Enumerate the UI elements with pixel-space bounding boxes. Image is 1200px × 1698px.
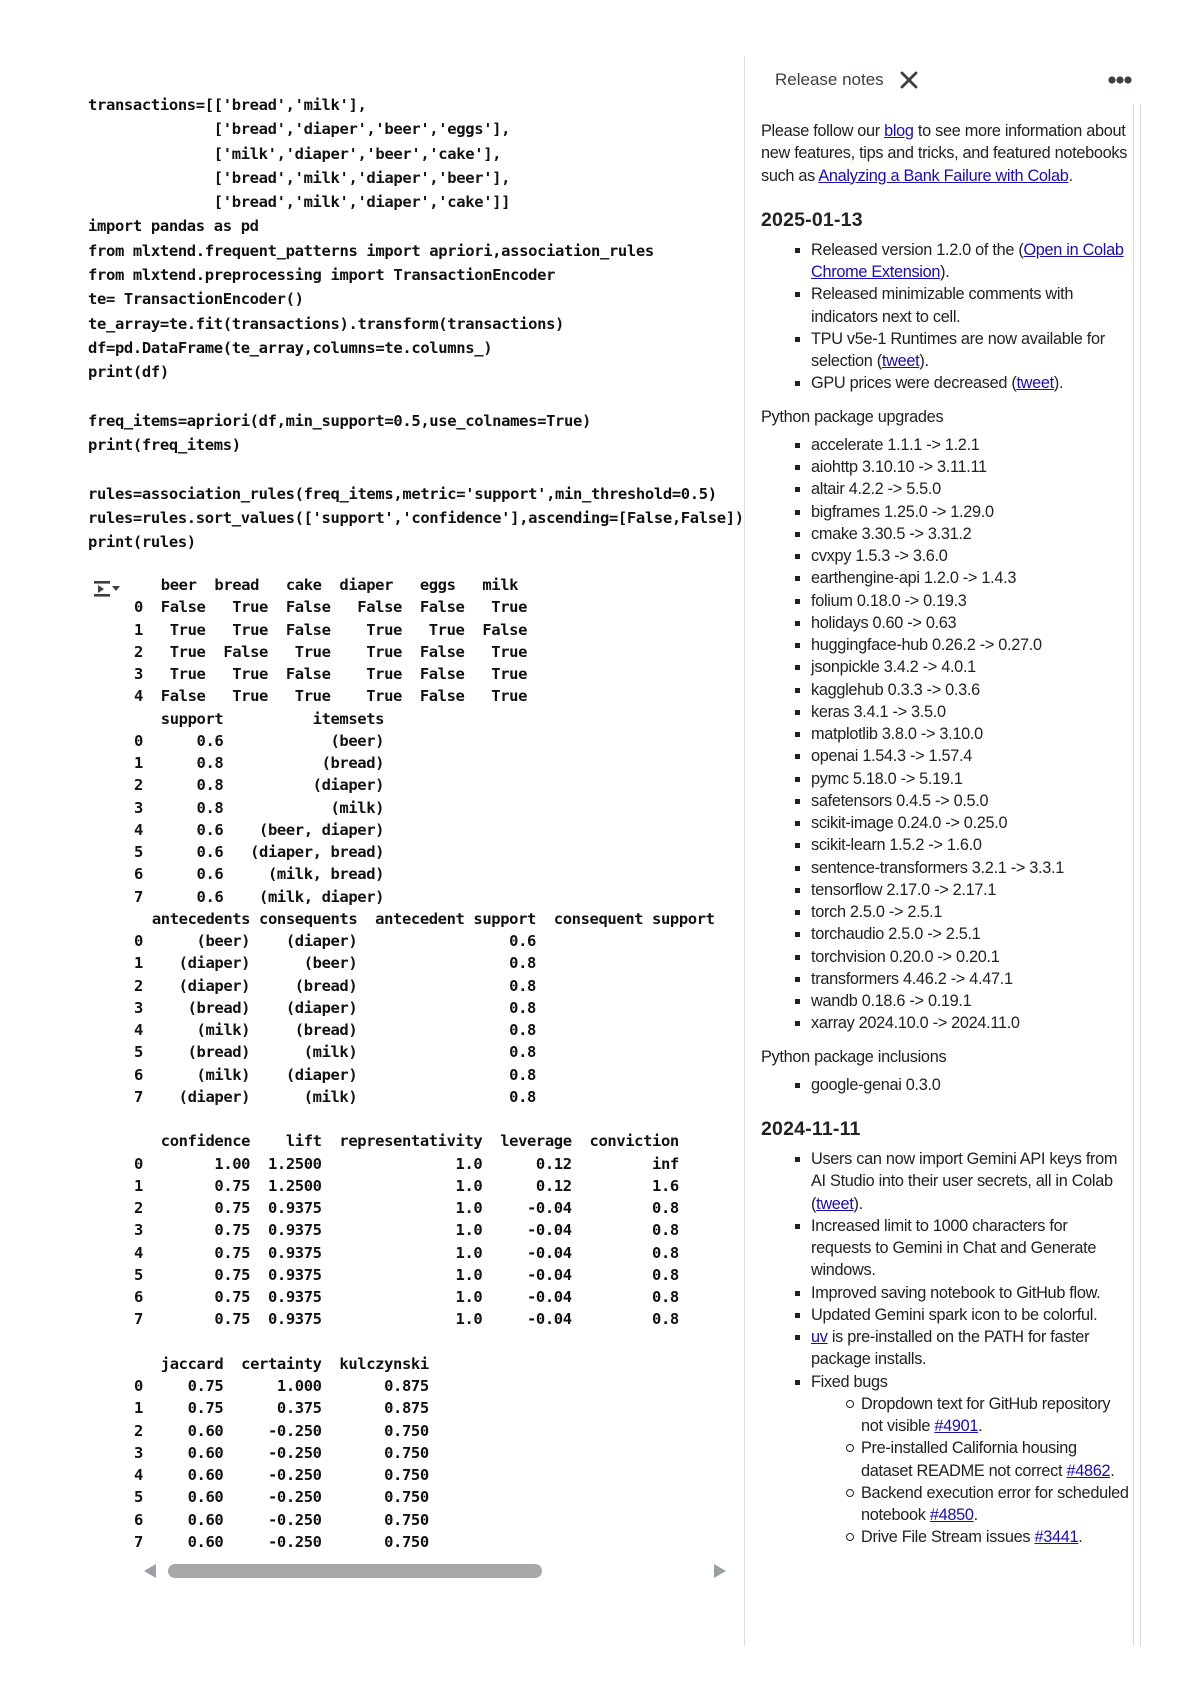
bullet-text: is pre-installed on the PATH for faster package installs. (811, 1328, 1090, 1369)
code-line (88, 457, 744, 481)
issue-link[interactable]: #4901 (934, 1417, 979, 1435)
bank-failure-link[interactable]: Analyzing a Bank Failure with Colab (818, 166, 1069, 185)
package-item: google-genai 0.3.0 (811, 1074, 1131, 1096)
bullet-text: Released version 1.2.0 of the ( (811, 240, 1024, 259)
code-line (88, 385, 744, 409)
intro-text: Please follow our (761, 122, 885, 140)
output-line: 3 0.75 0.9375 1.0 -0.04 0.8 (134, 1221, 679, 1240)
code-line: df=pd.DataFrame(te_array,columns=te.columns_) (88, 338, 493, 357)
output-line: 6 0.60 -0.250 0.750 (134, 1510, 429, 1529)
panel-header (745, 56, 1145, 104)
code-line: import pandas as pd (88, 217, 259, 236)
tweet-link[interactable]: tweet (1016, 374, 1054, 393)
release-bullet (811, 372, 1131, 394)
bug-fix-item (861, 1393, 1131, 1438)
panel-title: Release notes (775, 70, 884, 89)
bullet-text: ). (940, 263, 950, 281)
package-inclusions-list (811, 1074, 1131, 1096)
output-line: 0 1.00 1.2500 1.0 0.12 inf (134, 1154, 679, 1173)
output-line: 0 0.6 (beer) (134, 731, 385, 750)
package-item: openai 1.54.3 -> 1.57.4 (811, 745, 1131, 767)
package-item: transformers 4.46.2 -> 4.47.1 (811, 968, 1131, 990)
package-item: holidays 0.60 -> 0.63 (811, 612, 1131, 634)
output-line: 5 0.6 (diaper, bread) (134, 843, 385, 861)
release-bullet: Released minimizable comments with indicators next to cell. (811, 283, 1131, 328)
bullet-text: Pre-installed California housing dataset README not correct (861, 1439, 1077, 1480)
code-line: ['bread','milk','diaper','cake']] (88, 193, 511, 212)
code-cell[interactable] (88, 93, 744, 555)
package-item: aiohttp 3.10.10 -> 3.11.11 (811, 456, 1131, 478)
intro-paragraph (761, 120, 1131, 187)
output-line: 6 0.6 (milk, bread) (134, 865, 385, 884)
output-line: 4 0.75 0.9375 1.0 -0.04 0.8 (134, 1243, 679, 1262)
output-line: 3 (bread) (diaper) 0.8 (134, 998, 536, 1017)
scroll-right-arrow-icon[interactable] (714, 1564, 726, 1578)
release-bullet (811, 1148, 1131, 1215)
output-line (134, 1108, 744, 1130)
package-item: wandb 0.18.6 -> 0.19.1 (811, 990, 1131, 1012)
output-line: 4 (milk) (bread) 0.8 (134, 1021, 536, 1039)
output-line (134, 1331, 744, 1353)
output-line: 3 True True False True False True (134, 665, 527, 683)
release-bullet (811, 328, 1131, 373)
release-bullet: Improved saving notebook to GitHub flow. (811, 1282, 1131, 1304)
output-line: 2 (diaper) (bread) 0.8 (134, 976, 536, 995)
code-line: ['bread','milk','diaper','beer'], (88, 168, 511, 187)
package-item: kagglehub 0.3.3 -> 0.3.6 (811, 679, 1131, 701)
release-bullet: Increased limit to 1000 characters for requests to Gemini in Chat and Generate windows. (811, 1215, 1131, 1282)
intro-end: . (1068, 166, 1073, 185)
package-item: keras 3.4.1 -> 3.5.0 (811, 701, 1131, 723)
output-line: 6 0.75 0.9375 1.0 -0.04 0.8 (134, 1288, 679, 1306)
output-line: 5 0.75 0.9375 1.0 -0.04 0.8 (134, 1265, 679, 1284)
code-line: print(freq_items) (88, 436, 241, 455)
code-line: te_array=te.fit(transactions).transform(transactions) (88, 314, 565, 333)
package-item: scikit-learn 1.5.2 -> 1.6.0 (811, 834, 1131, 856)
bullet-text: GPU prices were decreased ( (811, 374, 1017, 393)
output-line: 7 0.6 (milk, diaper) (134, 887, 385, 906)
bug-fix-item (861, 1526, 1131, 1548)
code-line: from mlxtend.preprocessing import TransactionEncoder (88, 266, 556, 285)
package-item: pymc 5.18.0 -> 5.19.1 (811, 768, 1131, 790)
bullet-text: . (973, 1506, 978, 1524)
bullet-text: Users can now import Gemini API keys from AI Studio into their user secrets, all in Colab ( (811, 1150, 1118, 1213)
chrome-extension-link[interactable]: Open in Colab Chrome Extension (811, 240, 1124, 281)
bullet-text: . (1078, 1528, 1083, 1547)
bullet-text: Backend execution error for scheduled notebook (861, 1483, 1129, 1524)
code-line: print(rules) (88, 533, 196, 552)
output-line: support itemsets (134, 709, 385, 728)
release-bullet (811, 239, 1131, 284)
output-line: 3 0.60 -0.250 0.750 (134, 1443, 429, 1462)
output-line: 1 (diaper) (beer) 0.8 (134, 954, 536, 973)
inclusions-label: Python package inclusions (761, 1047, 947, 1066)
package-item: torch 2.5.0 -> 2.5.1 (811, 901, 1131, 923)
bullet-text: ). (1053, 374, 1064, 393)
output-line: jaccard certainty kulczynski (134, 1354, 429, 1373)
output-line: 1 0.8 (bread) (134, 754, 385, 772)
code-line: te= TransactionEncoder() (88, 290, 304, 309)
uv-link[interactable]: uv (811, 1328, 828, 1346)
issue-link[interactable]: #4862 (1066, 1461, 1111, 1480)
panel-scrollbar[interactable] (1133, 104, 1141, 1646)
output-line: 2 0.75 0.9375 1.0 -0.04 0.8 (134, 1199, 679, 1217)
scrollbar-thumb[interactable] (168, 1564, 542, 1578)
output-line: 4 0.6 (beer, diaper) (134, 820, 385, 839)
output-line: 7 0.75 0.9375 1.0 -0.04 0.8 (134, 1310, 679, 1329)
bullet-text: ). (919, 352, 929, 370)
package-item: torchaudio 2.5.0 -> 2.5.1 (811, 923, 1131, 945)
bullet-text: TPU v5e-1 Runtimes are now available for selection ( (811, 329, 1105, 370)
output-line: beer bread cake diaper eggs milk (134, 576, 519, 594)
package-item: matplotlib 3.8.0 -> 3.10.0 (811, 723, 1131, 745)
intro-text-2: to see more information about new features, tips and tricks, and featured notebooks such as (761, 122, 1128, 185)
upgrades-label: Python package upgrades (761, 407, 944, 426)
output-horizontal-scrollbar[interactable] (140, 1560, 730, 1582)
output-toggle-icon[interactable] (92, 578, 122, 600)
close-icon[interactable] (897, 68, 921, 92)
package-item: earthengine-api 1.2.0 -> 1.4.3 (811, 567, 1131, 589)
bullet-text: Fixed bugs (811, 1372, 888, 1391)
output-line: 2 0.8 (diaper) (134, 776, 385, 795)
code-line: freq_items=apriori(df,min_support=0.5,use_colnames=True) (88, 411, 591, 430)
package-item: scikit-image 0.24.0 -> 0.25.0 (811, 812, 1131, 834)
output-line: confidence lift representativity leverage conviction (134, 1132, 679, 1151)
release-notes-panel (744, 56, 1144, 1646)
package-item: cvxpy 1.5.3 -> 3.6.0 (811, 545, 1131, 567)
output-line: 0 (beer) (diaper) 0.6 (134, 932, 536, 950)
tweet-link[interactable]: tweet (881, 352, 920, 370)
package-upgrades-list (811, 434, 1131, 1035)
output-line: 3 0.8 (milk) (134, 798, 385, 817)
code-line: print(df) (88, 363, 169, 382)
package-item: safetensors 0.4.5 -> 0.5.0 (811, 790, 1131, 812)
output-line: 5 (bread) (milk) 0.8 (134, 1043, 536, 1062)
package-item: tensorflow 2.17.0 -> 2.17.1 (811, 879, 1131, 901)
output-line: 2 True False True True False True (134, 642, 527, 661)
code-line: from mlxtend.frequent_patterns import apriori,association_rules (88, 241, 654, 260)
package-item: jsonpickle 3.4.2 -> 4.0.1 (811, 656, 1131, 678)
package-item: altair 4.2.2 -> 5.5.0 (811, 478, 1131, 500)
code-line: ['milk','diaper','beer','cake'], (88, 144, 502, 163)
package-item: accelerate 1.1.1 -> 1.2.1 (811, 434, 1131, 456)
package-item: sentence-transformers 3.2.1 -> 3.3.1 (811, 857, 1131, 879)
output-line: 7 (diaper) (milk) 0.8 (134, 1087, 536, 1106)
blog-link[interactable]: blog (884, 122, 914, 140)
output-line: 6 (milk) (diaper) 0.8 (134, 1065, 536, 1084)
more-horiz-icon[interactable] (1105, 68, 1135, 92)
output-line: 0 False True False False False True (134, 598, 527, 617)
code-line: rules=rules.sort_values(['support','confidence'],ascending=[False,False]) (88, 509, 744, 528)
bullet-text: Drive File Stream issues (861, 1528, 1035, 1547)
output-line: 5 0.60 -0.250 0.750 (134, 1488, 429, 1507)
output-line: 1 0.75 0.375 0.875 (134, 1399, 429, 1418)
bullet-text: . (1110, 1461, 1115, 1480)
release-bullet (811, 1326, 1131, 1371)
bullet-text: Dropdown text for GitHub repository not visible (861, 1394, 1111, 1435)
cell-output (134, 574, 744, 1553)
package-item: cmake 3.30.5 -> 3.31.2 (811, 523, 1131, 545)
package-item: huggingface-hub 0.26.2 -> 0.27.0 (811, 634, 1131, 656)
code-line: ['bread','diaper','beer','eggs'], (88, 120, 511, 139)
output-line: 1 0.75 1.2500 1.0 0.12 1.6 (134, 1176, 679, 1195)
bullet-text: ). (853, 1194, 863, 1213)
tweet-link[interactable]: tweet (816, 1194, 854, 1213)
bug-fix-list (861, 1393, 1131, 1549)
output-line: 4 False True True True False True (134, 687, 527, 706)
code-line: rules=association_rules(freq_items,metric='support',min_threshold=0.5) (88, 484, 717, 503)
output-line: 4 0.60 -0.250 0.750 (134, 1466, 429, 1484)
bug-fix-item (861, 1482, 1131, 1527)
release-bullets (811, 1148, 1131, 1549)
release-bullet: Updated Gemini spark icon to be colorful. (811, 1304, 1131, 1326)
release-date-heading: 2025-01-13 (761, 208, 863, 231)
release-bullet (811, 1371, 1131, 1549)
bullet-text: . (978, 1417, 983, 1435)
release-date-heading: 2024-11-11 (761, 1118, 861, 1140)
package-item: bigframes 1.25.0 -> 1.29.0 (811, 501, 1131, 523)
output-line: 0 0.75 1.000 0.875 (134, 1377, 429, 1395)
package-item: folium 0.18.0 -> 0.19.3 (811, 590, 1131, 612)
issue-link[interactable]: #3441 (1034, 1528, 1079, 1547)
bug-fix-item (861, 1437, 1131, 1482)
scroll-left-arrow-icon[interactable] (144, 1564, 156, 1578)
package-item: torchvision 0.20.0 -> 0.20.1 (811, 946, 1131, 968)
output-line: 2 0.60 -0.250 0.750 (134, 1421, 429, 1440)
output-line: 1 True True False True True False (134, 620, 527, 639)
code-line: transactions=[['bread','milk'], (88, 96, 367, 114)
release-bullets (811, 239, 1131, 395)
issue-link[interactable]: #4850 (929, 1506, 974, 1524)
release-notes-content (761, 120, 1131, 1549)
output-line: antecedents consequents antecedent support consequent support (134, 909, 715, 928)
output-line: 7 0.60 -0.250 0.750 (134, 1532, 429, 1551)
package-item: xarray 2024.10.0 -> 2024.11.0 (811, 1012, 1131, 1034)
